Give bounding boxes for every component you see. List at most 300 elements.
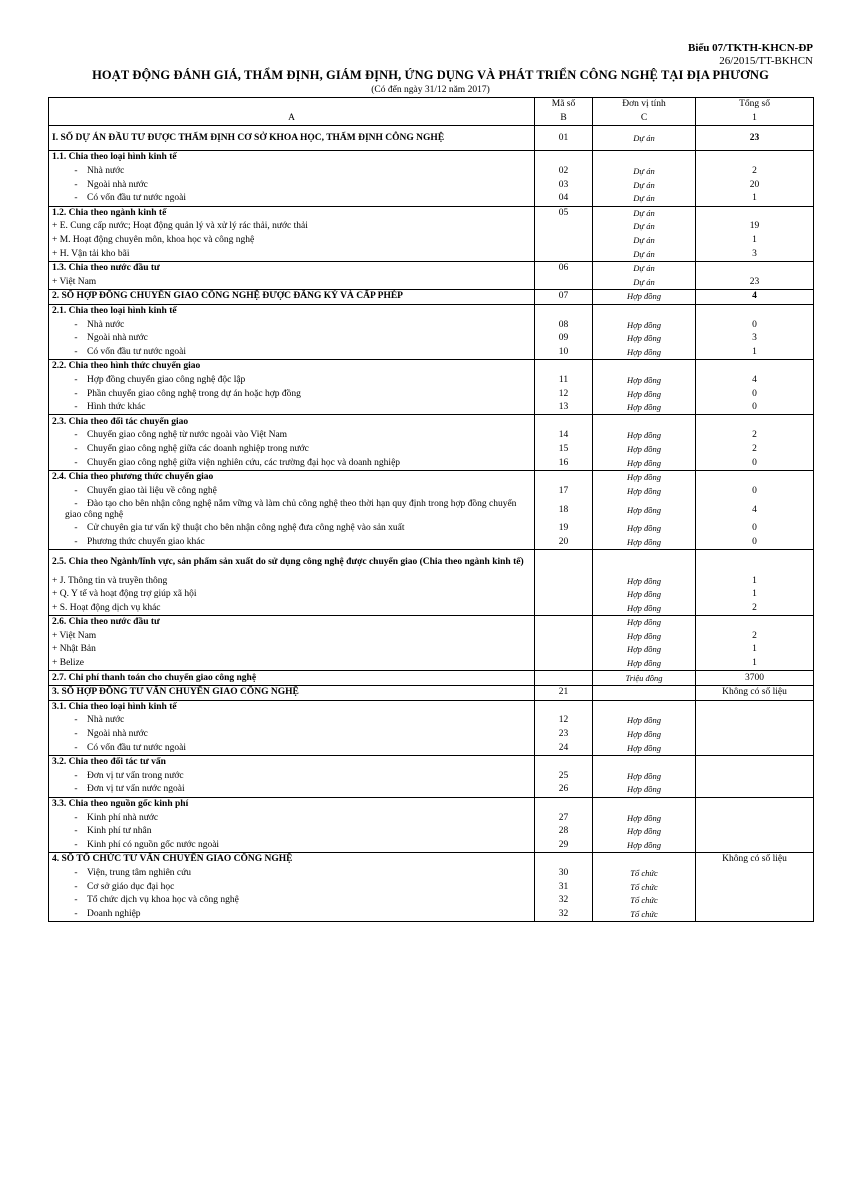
row-label-text: Ngoài nhà nước [87, 729, 148, 740]
row-label [49, 853, 535, 867]
row-label-text: Nhà nước [87, 715, 125, 726]
row-unit: Dự án [593, 178, 696, 192]
row-total [696, 206, 814, 220]
row-unit [593, 797, 696, 811]
bullet-dash: - [74, 908, 78, 919]
row-code: 27 [535, 811, 593, 825]
row-unit: Hợp đồng [593, 657, 696, 671]
row-unit: Hợp đồng [593, 374, 696, 388]
table-row [49, 588, 814, 602]
document-title: HOẠT ĐỘNG ĐÁNH GIÁ, THẨM ĐỊNH, GIÁM ĐỊNH, ỨNG DỤNG VÀ PHÁT TRIỂN CÔNG NGHỆ TẠI ĐỊA PHƯƠNG [92, 68, 769, 82]
header-cell: Mã số [535, 98, 593, 112]
row-unit: Triệu đồng [593, 671, 696, 686]
row-total [696, 867, 814, 881]
row-unit: Hợp đồng [593, 643, 696, 657]
row-label [49, 261, 535, 275]
bullet-dash: - [74, 536, 78, 547]
row-label-text: 4. SỐ TỔ CHỨC TƯ VẤN CHUYỂN GIAO CÔNG NGHỆ [52, 854, 293, 865]
row-label [49, 657, 535, 671]
bullet-dash: - [74, 839, 78, 850]
row-label-text: Kinh phí có nguồn gốc nước ngoài [87, 839, 220, 850]
row-label-text: 2.2. Chia theo hình thức chuyển giao [52, 361, 201, 372]
row-total: 0 [696, 401, 814, 415]
row-label-text: Viện, trung tâm nghiên cứu [87, 867, 192, 878]
row-code: 05 [535, 206, 593, 220]
row-label [49, 741, 535, 755]
row-label [49, 220, 535, 234]
row-total [696, 728, 814, 742]
row-label-text: Hợp đồng chuyển giao công nghệ độc lập [87, 374, 246, 385]
table-row [49, 550, 814, 575]
row-code: 14 [535, 429, 593, 443]
row-total [696, 304, 814, 318]
row-label-text: 3.3. Chia theo nguồn gốc kinh phí [52, 799, 189, 810]
row-total [696, 770, 814, 784]
row-code [535, 671, 593, 686]
row-label [49, 770, 535, 784]
bullet-dash: - [74, 374, 78, 385]
row-label [49, 332, 535, 346]
row-unit: Hợp đồng [593, 728, 696, 742]
row-unit: Dự án [593, 192, 696, 206]
row-label-text: 3.1. Chia theo loại hình kinh tế [52, 701, 177, 712]
table-row [49, 616, 814, 630]
table-row [49, 429, 814, 443]
row-unit [593, 360, 696, 374]
table-row [49, 643, 814, 657]
table-row [49, 261, 814, 275]
table-row [49, 783, 814, 797]
row-code: 12 [535, 387, 593, 401]
row-total: 4 [696, 290, 814, 305]
table-row [49, 630, 814, 644]
row-label [49, 643, 535, 657]
row-label-text: Phần chuyển giao công nghệ trong dự án hoặc hợp đồng [87, 388, 301, 399]
row-code [535, 470, 593, 484]
row-unit: Dự án [593, 165, 696, 179]
row-code: 07 [535, 290, 593, 305]
row-label-text: + Belize [52, 658, 84, 669]
row-label-text: + J. Thông tin và truyền thông [52, 575, 168, 586]
row-code: 10 [535, 346, 593, 360]
row-label [49, 165, 535, 179]
row-label [49, 601, 535, 615]
row-label-text: Có vốn đầu tư nước ngoài [87, 742, 186, 753]
row-unit [593, 685, 696, 700]
row-label-text: Cử chuyên gia tư vấn kỹ thuật cho bên nhận công nghệ đưa công nghệ vào sản xuất [87, 523, 405, 534]
row-total: 3 [696, 247, 814, 261]
row-total [696, 700, 814, 714]
bullet-dash: - [74, 784, 78, 795]
row-label-text: 3. SỐ HỢP ĐỒNG TƯ VẤN CHUYỂN GIAO CÔNG NGHỆ [52, 687, 299, 698]
row-code [535, 643, 593, 657]
row-label [49, 192, 535, 206]
row-unit: Dự án [593, 276, 696, 290]
table-row [49, 700, 814, 714]
row-label [49, 783, 535, 797]
table-row [49, 443, 814, 457]
row-unit: Hợp đồng [593, 601, 696, 615]
row-code [535, 700, 593, 714]
row-label [49, 797, 535, 811]
row-label [49, 234, 535, 248]
row-label [49, 318, 535, 332]
row-label-text: I. SỐ DỰ ÁN ĐẦU TƯ ĐƯỢC THẨM ĐỊNH CƠ SỞ KHOA HỌC, THẨM ĐỊNH CÔNG NGHỆ [52, 132, 445, 143]
row-label [49, 616, 535, 630]
bullet-dash: - [74, 430, 78, 441]
row-label [49, 574, 535, 588]
row-code: 24 [535, 741, 593, 755]
row-code [535, 304, 593, 318]
table-row [49, 247, 814, 261]
bullet-dash: - [74, 523, 78, 534]
row-label-text: 2.4. Chia theo phương thức chuyển giao [52, 472, 214, 483]
row-code [535, 247, 593, 261]
table-row [49, 797, 814, 811]
bullet-dash: - [74, 715, 78, 726]
row-total [696, 839, 814, 853]
row-total: 4 [696, 498, 814, 522]
table-row [49, 304, 814, 318]
row-total: 0 [696, 387, 814, 401]
row-code: 01 [535, 126, 593, 151]
row-unit: Hợp đồng [593, 522, 696, 536]
row-label-text: Có vốn đầu tư nước ngoài [87, 346, 186, 357]
row-code: 20 [535, 536, 593, 550]
table-row [49, 657, 814, 671]
row-code: 21 [535, 685, 593, 700]
row-code: 16 [535, 456, 593, 470]
row-code: 32 [535, 894, 593, 908]
row-label-text: Đơn vị tư vấn trong nước [87, 770, 184, 781]
row-total [696, 880, 814, 894]
table-row [49, 894, 814, 908]
row-label [49, 290, 535, 305]
row-code [535, 550, 593, 575]
table-row [49, 234, 814, 248]
row-label [49, 894, 535, 908]
row-unit [593, 853, 696, 867]
table-row [49, 825, 814, 839]
letter-cell: C [593, 112, 696, 126]
row-code [535, 616, 593, 630]
table-row [49, 387, 814, 401]
table-row [49, 728, 814, 742]
row-label [49, 304, 535, 318]
row-label [49, 346, 535, 360]
row-total: 3700 [696, 671, 814, 686]
row-unit: Hợp đồng [593, 574, 696, 588]
table-row [49, 126, 814, 151]
row-total [696, 755, 814, 769]
row-code [535, 220, 593, 234]
table-row [49, 484, 814, 498]
row-code: 31 [535, 880, 593, 894]
row-unit: Hợp đồng [593, 332, 696, 346]
row-label [49, 550, 535, 575]
bullet-dash: - [74, 895, 78, 906]
row-label-text: 3.2. Chia theo đối tác tư vấn [52, 757, 166, 768]
row-code [535, 276, 593, 290]
row-unit: Hợp đồng [593, 839, 696, 853]
row-total: 20 [696, 178, 814, 192]
row-label-text: + Việt Nam [52, 276, 97, 287]
row-label-text: + H. Vận tải kho bãi [52, 248, 130, 259]
row-label-text: Tổ chức dịch vụ khoa học và công nghệ [87, 895, 239, 906]
row-label-text: 2.5. Chia theo Ngành/lĩnh vực, sản phẩm sản xuất do sử dụng công nghệ được chuyển giao (Chia theo ngành kinh tế) [52, 556, 524, 567]
row-total: 1 [696, 657, 814, 671]
row-total: 3 [696, 332, 814, 346]
row-unit: Dự án [593, 220, 696, 234]
row-label-text: Chuyển giao công nghệ giữa viện nghiên cứu, các trường đại học và doanh nghiệp [87, 457, 401, 468]
row-label [49, 685, 535, 700]
row-unit: Tổ chức [593, 894, 696, 908]
row-total: 2 [696, 165, 814, 179]
row-code [535, 415, 593, 429]
bullet-dash: - [74, 742, 78, 753]
row-label [49, 443, 535, 457]
row-label [49, 839, 535, 853]
row-label [49, 728, 535, 742]
row-label-text: 1.1. Chia theo loại hình kinh tế [52, 152, 177, 163]
row-unit: Hợp đồng [593, 470, 696, 484]
row-total: 19 [696, 220, 814, 234]
row-unit [593, 550, 696, 575]
row-unit: Hợp đồng [593, 770, 696, 784]
row-label [49, 498, 535, 522]
row-label [49, 429, 535, 443]
report-table [48, 97, 814, 922]
row-unit [593, 755, 696, 769]
row-code [535, 360, 593, 374]
row-unit [593, 415, 696, 429]
column-letter-row [49, 112, 814, 126]
row-label-text: 2.6. Chia theo nước đầu tư [52, 617, 160, 628]
table-row [49, 206, 814, 220]
row-label [49, 671, 535, 686]
bullet-dash: - [74, 826, 78, 837]
row-code: 26 [535, 783, 593, 797]
row-unit: Hợp đồng [593, 783, 696, 797]
bullet-dash: - [74, 770, 78, 781]
row-total: Không có số liệu [696, 853, 814, 867]
bullet-dash: - [74, 729, 78, 740]
table-row [49, 536, 814, 550]
row-total: 23 [696, 276, 814, 290]
table-row [49, 685, 814, 700]
bullet-dash: - [74, 443, 78, 454]
row-total: 1 [696, 574, 814, 588]
row-unit: Tổ chức [593, 880, 696, 894]
table-row [49, 276, 814, 290]
row-label-text: 1.3. Chia theo nước đầu tư [52, 263, 160, 274]
row-unit: Dự án [593, 234, 696, 248]
row-total [696, 825, 814, 839]
table-row [49, 714, 814, 728]
row-code [535, 588, 593, 602]
table-row [49, 755, 814, 769]
row-unit: Dự án [593, 261, 696, 275]
row-unit: Hợp đồng [593, 616, 696, 630]
row-total [696, 470, 814, 484]
row-total: 1 [696, 643, 814, 657]
row-total: 2 [696, 429, 814, 443]
row-label [49, 374, 535, 388]
table-row [49, 498, 814, 522]
row-code: 13 [535, 401, 593, 415]
row-code: 02 [535, 165, 593, 179]
letter-cell: 1 [696, 112, 814, 126]
row-label-text: 2.1. Chia theo loại hình kinh tế [52, 306, 177, 317]
row-label [49, 630, 535, 644]
row-label-text: + Việt Nam [52, 630, 97, 641]
row-unit: Hợp đồng [593, 387, 696, 401]
row-label [49, 484, 535, 498]
bullet-dash: - [74, 881, 78, 892]
row-code: 30 [535, 867, 593, 881]
row-total: 0 [696, 318, 814, 332]
table-row [49, 601, 814, 615]
row-code [535, 630, 593, 644]
row-label-text: + Q. Y tế và hoạt động trợ giúp xã hội [52, 589, 197, 600]
row-label [49, 907, 535, 921]
row-label-text: + S. Hoạt động dịch vụ khác [52, 602, 161, 613]
table-row [49, 318, 814, 332]
row-label [49, 415, 535, 429]
table-row [49, 880, 814, 894]
row-code [535, 601, 593, 615]
row-unit: Hợp đồng [593, 346, 696, 360]
row-label-text: Chuyển giao tài liệu về công nghệ [87, 485, 217, 496]
table-row [49, 151, 814, 165]
row-unit: Hợp đồng [593, 456, 696, 470]
row-label [49, 456, 535, 470]
row-label [49, 206, 535, 220]
table-row [49, 401, 814, 415]
bullet-dash: - [74, 485, 78, 496]
row-label-text: Doanh nghiệp [87, 908, 141, 919]
row-code: 23 [535, 728, 593, 742]
row-label-text: Có vốn đầu tư nước ngoài [87, 193, 186, 204]
row-unit [593, 304, 696, 318]
bullet-dash: - [74, 193, 78, 204]
bullet-dash: - [74, 346, 78, 357]
table-row [49, 770, 814, 784]
row-label [49, 276, 535, 290]
document-subtitle: (Có đến ngày 31/12 năm 2017) [371, 85, 490, 95]
row-label [49, 588, 535, 602]
row-total: 1 [696, 346, 814, 360]
letter-cell: B [535, 112, 593, 126]
row-label-text: Chuyển giao công nghệ giữa các doanh nghiệp trong nước [87, 443, 309, 454]
row-unit [593, 700, 696, 714]
row-total: 0 [696, 522, 814, 536]
row-total [696, 616, 814, 630]
row-code [535, 574, 593, 588]
row-label [49, 811, 535, 825]
row-unit: Hợp đồng [593, 630, 696, 644]
row-label-text: Kinh phí tư nhân [87, 826, 152, 837]
row-label [49, 880, 535, 894]
row-label-text: + Nhật Bản [52, 644, 96, 655]
table-row [49, 360, 814, 374]
row-unit: Hợp đồng [593, 484, 696, 498]
row-code: 17 [535, 484, 593, 498]
row-total: 1 [696, 192, 814, 206]
row-unit: Hợp đồng [593, 401, 696, 415]
row-code: 06 [535, 261, 593, 275]
row-label-text: 2.7. Chi phí thanh toán cho chuyển giao công nghệ [52, 672, 257, 683]
row-total: 2 [696, 630, 814, 644]
row-total: 1 [696, 234, 814, 248]
row-total: 23 [696, 126, 814, 151]
row-code: 11 [535, 374, 593, 388]
row-label [49, 247, 535, 261]
bullet-dash: - [74, 388, 78, 399]
table-row [49, 853, 814, 867]
row-code [535, 797, 593, 811]
row-unit [593, 151, 696, 165]
row-total: 2 [696, 443, 814, 457]
row-label-text: Hình thức khác [87, 402, 146, 413]
table-row [49, 290, 814, 305]
row-unit: Hợp đồng [593, 588, 696, 602]
row-unit: Hợp đồng [593, 536, 696, 550]
row-total [696, 714, 814, 728]
bullet-dash: - [74, 166, 78, 177]
bullet-dash: - [74, 333, 78, 344]
row-unit: Dự án [593, 126, 696, 151]
row-total [696, 261, 814, 275]
bullet-dash: - [74, 457, 78, 468]
table-row [49, 374, 814, 388]
table-row [49, 415, 814, 429]
form-code: Biểu 07/TKTH-KHCN-ĐP [688, 42, 813, 54]
row-code: 03 [535, 178, 593, 192]
row-label [49, 151, 535, 165]
row-label [49, 470, 535, 484]
row-total [696, 415, 814, 429]
row-total: 0 [696, 484, 814, 498]
bullet-dash: - [74, 402, 78, 413]
row-total [696, 811, 814, 825]
bullet-dash: - [74, 867, 78, 878]
header-cell [49, 98, 535, 112]
row-label-text: Đào tạo cho bên nhận công nghệ nắm vững và làm chủ công nghệ theo thời hạn quy định trong hợp đồng chuyển giao công nghệ [65, 499, 517, 521]
row-total [696, 550, 814, 575]
row-code: 32 [535, 907, 593, 921]
row-code: 18 [535, 498, 593, 522]
row-label-text: 2.3. Chia theo đối tác chuyển giao [52, 416, 189, 427]
table-row [49, 741, 814, 755]
row-label [49, 536, 535, 550]
row-code [535, 657, 593, 671]
row-total [696, 907, 814, 921]
row-total: 0 [696, 456, 814, 470]
row-label-text: Phương thức chuyển giao khác [87, 536, 205, 547]
header-cell: Tổng số [696, 98, 814, 112]
row-label [49, 360, 535, 374]
row-label [49, 387, 535, 401]
bullet-dash: - [74, 812, 78, 823]
row-total: 2 [696, 601, 814, 615]
row-unit: Dự án [593, 206, 696, 220]
row-code: 08 [535, 318, 593, 332]
row-code [535, 853, 593, 867]
row-label-text: Đơn vị tư vấn nước ngoài [87, 784, 185, 795]
row-unit: Dự án [593, 247, 696, 261]
row-unit: Hợp đồng [593, 714, 696, 728]
